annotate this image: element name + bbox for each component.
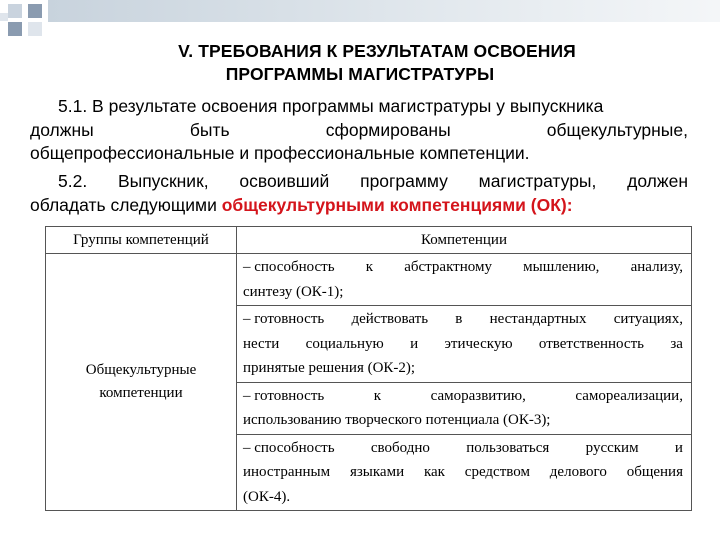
para1-line2: должны быть сформированы общекультурные, [30, 119, 688, 140]
top-decorative-bar [48, 0, 720, 22]
competency-ok-3: – готовность к саморазвитию, самореализации, использованию творческого потенциала (ОК-3); [237, 382, 692, 434]
para2-line2: обладать следующими общекультурными компетенциями (ОК): [30, 194, 573, 215]
competency-ok-2: – готовность действовать в нестандартных ситуациях, нести социальную и этическую ответственность за принятые решения (ОК-2); [237, 306, 692, 383]
header-competencies: Компетенции [237, 227, 692, 254]
paragraph-5-2 [30, 170, 688, 217]
competencies-table [45, 226, 692, 511]
competency-ok-4: – способность свободно пользоваться русским и иностранным языками как средством делового общения (ОК-4). [237, 434, 692, 511]
group-cell: Общекультурные компетенции [46, 254, 237, 511]
highlighted-term: общекультурными компетенциями (ОК): [221, 194, 573, 215]
competency-ok-1: – способность к абстрактному мышлению, анализу, синтезу (ОК-1); [237, 254, 692, 306]
para2-line1: 5.2. Выпускник, освоивший программу магистратуры, должен [58, 171, 688, 191]
table-header-row [46, 227, 692, 254]
slide-title: V. ТРЕБОВАНИЯ К РЕЗУЛЬТАТАМ ОСВОЕНИЯ ПРОГРАММЫ МАГИСТРАТУРЫ [178, 41, 576, 84]
table-row [46, 254, 692, 306]
header-groups: Группы компетенций [46, 227, 237, 254]
paragraph-5-1: 5.1. В результате освоения программы магистратуры у выпускника должны быть сформированы общекультурные, общепрофессиональные и профессиональные компетенции. [30, 96, 688, 163]
